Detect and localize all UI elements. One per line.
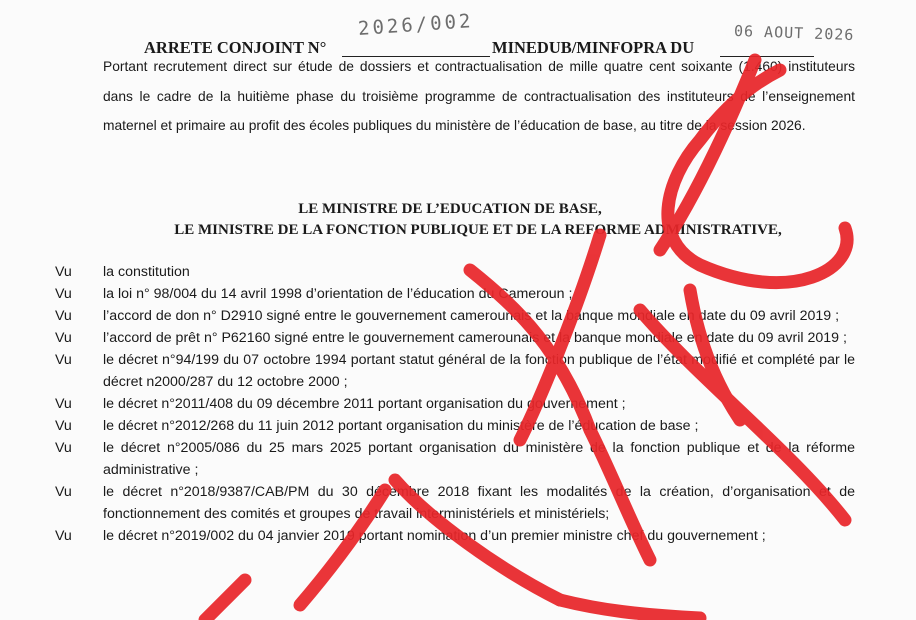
visa-item: [55, 525, 855, 547]
visa-item: [55, 261, 855, 283]
vu-label: Vu: [55, 396, 72, 412]
vu-label: Vu: [55, 330, 72, 346]
title-left: ARRETE CONJOINT N°: [144, 38, 327, 57]
visa-item: [55, 393, 855, 415]
visa-text: le décret n°2019/002 du 04 janvier 2019 portant nomination d’un premier ministre chef du gouvernement ;: [103, 528, 766, 544]
visa-text: le décret n°2005/086 du 25 mars 2025 portant organisation du ministère de la fonction publique et de la réforme administrative ;: [103, 440, 855, 478]
vu-label: Vu: [55, 308, 72, 324]
visa-text: la loi n° 98/004 du 14 avril 1998 d’orientation de l’éducation du Cameroun ;: [103, 286, 573, 302]
visa-item: [55, 283, 855, 305]
heading-minister-public-service: LE MINISTRE DE LA FONCTION PUBLIQUE ET DE LA REFORME ADMINISTRATIVE,: [174, 222, 782, 238]
heading-minister-education: LE MINISTRE DE L’EDUCATION DE BASE,: [298, 201, 602, 217]
visa-text: le décret n°2018/9387/CAB/PM du 30 décembre 2018 fixant les modalités de la création, d’organisation et de fonctionnement des comités et groupes de travail interministériels et ministériels;: [103, 484, 855, 522]
vu-label: Vu: [55, 418, 72, 434]
visa-item: [55, 327, 855, 349]
visa-item: [55, 305, 855, 327]
vu-label: Vu: [55, 440, 72, 456]
visa-text: l’accord de don n° D2910 signé entre le gouvernement camerounais et la banque mondiale en date du 09 avril 2019 ;: [103, 308, 840, 324]
visa-list: [55, 261, 855, 547]
title-right: MINEDUB/MINFOPRA DU: [492, 38, 695, 57]
vu-label: Vu: [55, 352, 72, 368]
vu-label: Vu: [55, 528, 72, 544]
stamp-date: 06 AOUT 2026: [733, 21, 855, 45]
stamp-number: 2026/002: [357, 9, 475, 41]
scrawl-letter-e-tail: [205, 580, 245, 620]
vu-label: Vu: [55, 286, 72, 302]
scrawl-letter-e-bar: [560, 600, 700, 618]
visa-text: la constitution: [103, 264, 190, 280]
visa-item: [55, 437, 855, 481]
visa-text: l’accord de prêt n° P62160 signé entre le gouvernement camerounais et la banque mondiale en date du 09 avril 2019 ;: [103, 330, 847, 346]
visa-text: le décret n°2011/408 du 09 décembre 2011 portant organisation du gouvernement ;: [103, 396, 626, 412]
visa-item: [55, 415, 855, 437]
visa-text: le décret n°94/199 du 07 octobre 1994 portant statut général de la fonction publique de l’état modifié et complété par le décret n2000/287 du 12 octobre 2000 ;: [103, 352, 855, 390]
preamble-text: Portant recrutement direct sur étude de dossiers et contractualisation de mille quatre cent soixante (1.460) instituteurs dans le cadre de la huitième phase du troisième programme de contractualisation des instituteurs de l’enseignement maternel et primaire au profit des écoles publiques du ministère de l’éducation de base, au titre de la session 2026.: [103, 59, 855, 133]
visa-item: [55, 481, 855, 525]
vu-label: Vu: [55, 484, 72, 500]
vu-label: Vu: [55, 264, 72, 280]
visa-text: le décret n°2012/268 du 11 juin 2012 portant organisation du ministère de l’éducation de base ;: [103, 418, 699, 434]
visa-item: [55, 349, 855, 393]
